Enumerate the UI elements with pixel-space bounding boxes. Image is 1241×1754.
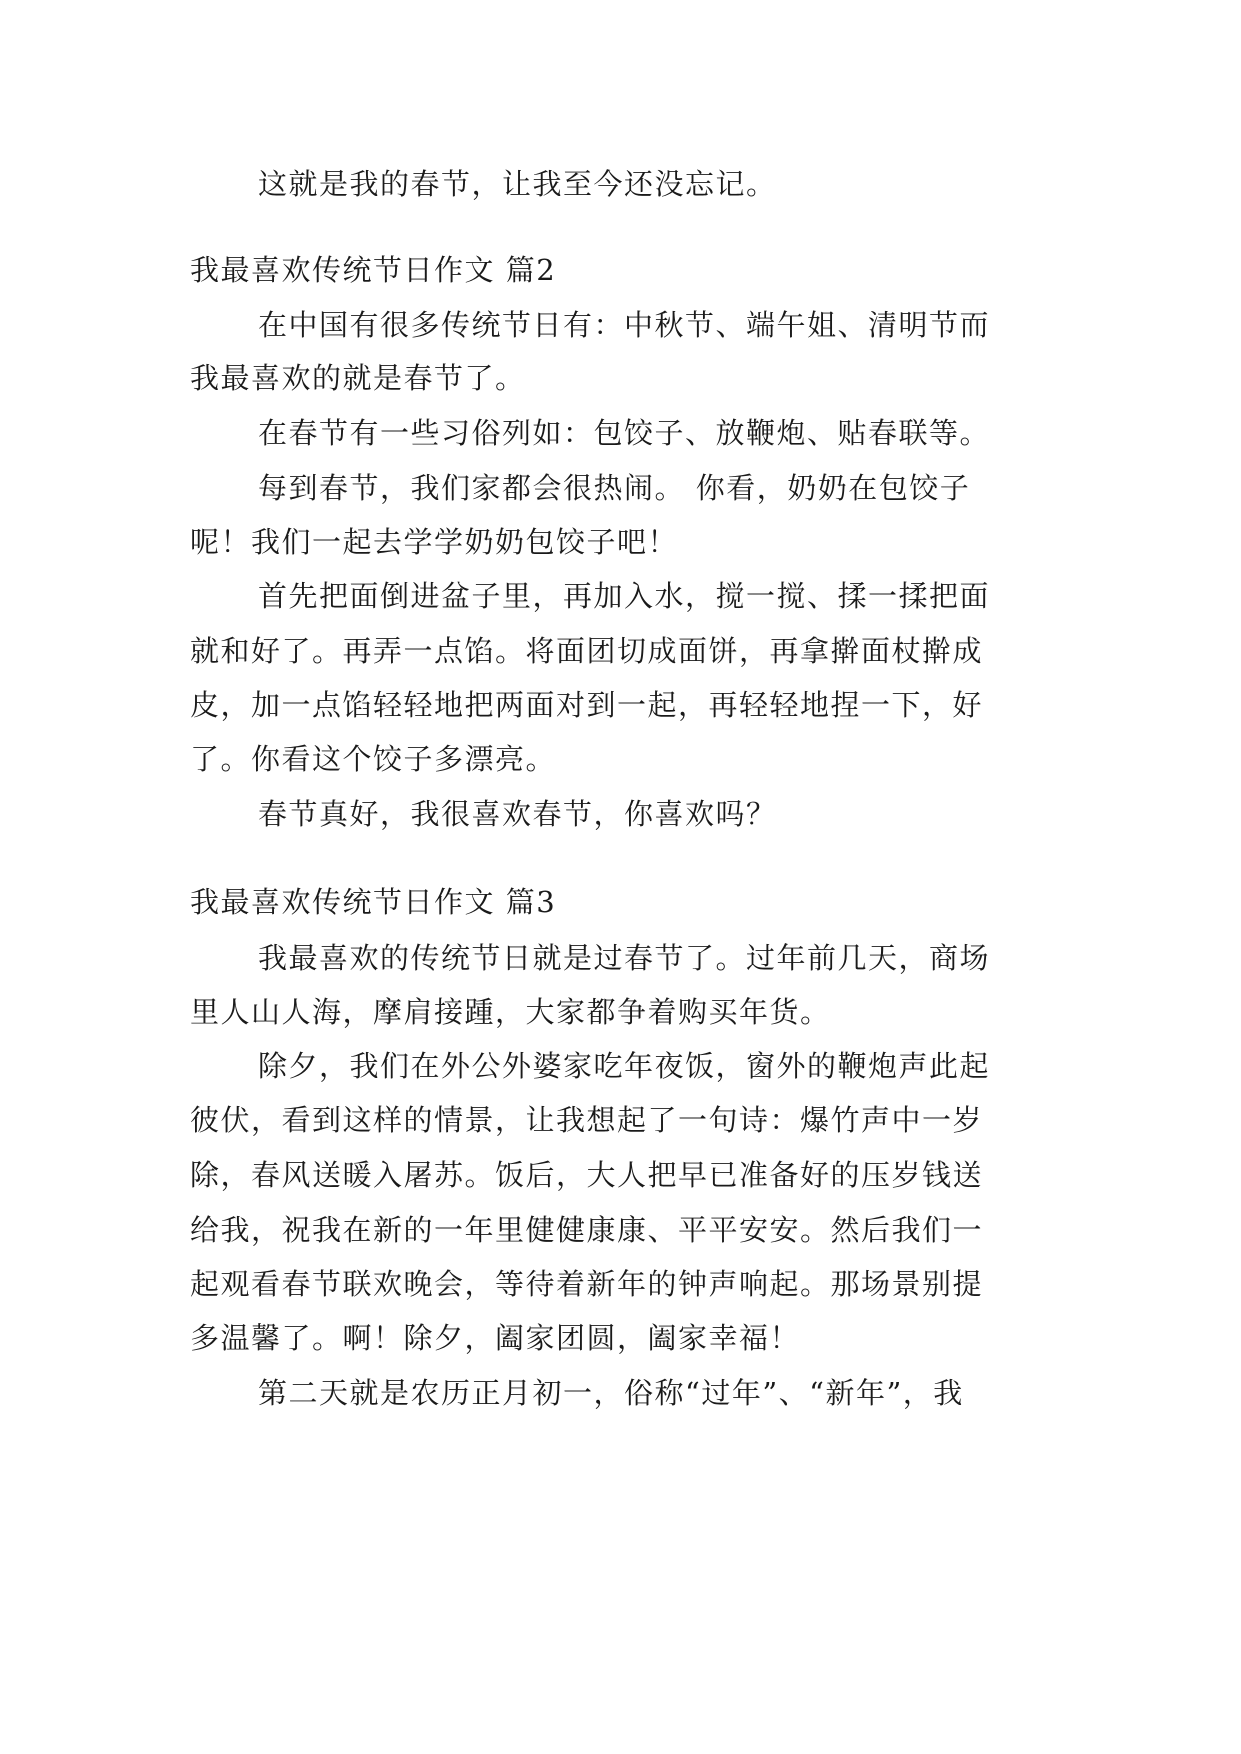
paragraph-line: 多温馨了。啊！除夕，阖家团圆，阖家幸福！ xyxy=(190,1321,801,1355)
paragraph-line: 我最喜欢的就是春节了。 xyxy=(190,361,526,395)
paragraph-line: 皮，加一点馅轻轻地把两面对到一起，再轻轻地捏一下，好 xyxy=(190,688,984,722)
section-heading: 我最喜欢传统节日作文 篇2 xyxy=(190,253,557,287)
paragraph-line: 里人山人海，摩肩接踵，大家都争着购买年货。 xyxy=(190,995,831,1029)
paragraph-line: 呢！我们一起去学学奶奶包饺子吧！ xyxy=(190,525,679,559)
paragraph-line: 首先把面倒进盆子里，再加入水，搅一搅、揉一揉把面 xyxy=(258,579,991,613)
paragraph-line: 这就是我的春节，让我至今还没忘记。 xyxy=(258,167,777,201)
paragraph-line: 给我，祝我在新的一年里健健康康、平平安安。然后我们一 xyxy=(190,1213,984,1247)
paragraph-line: 了。你看这个饺子多漂亮。 xyxy=(190,742,557,776)
paragraph-line: 彼伏，看到这样的情景，让我想起了一句诗：爆竹声中一岁 xyxy=(190,1103,984,1137)
paragraph-line: 在中国有很多传统节日有：中秋节、端午姐、清明节而 xyxy=(258,308,991,342)
paragraph-line: 每到春节，我们家都会很热闹。 你看，奶奶在包饺子 xyxy=(258,471,971,505)
section-heading: 我最喜欢传统节日作文 篇3 xyxy=(190,885,557,919)
paragraph-line: 起观看春节联欢晚会，等待着新年的钟声响起。那场景别提 xyxy=(190,1267,984,1301)
paragraph-line: 在春节有一些习俗列如：包饺子、放鞭炮、贴春联等。 xyxy=(258,416,991,450)
paragraph-line: 就和好了。再弄一点馅。将面团切成面饼，再拿擀面杖擀成 xyxy=(190,634,984,668)
paragraph-line: 除，春风送暖入屠苏。饭后，大人把早已准备好的压岁钱送 xyxy=(190,1158,984,1192)
paragraph-line: 我最喜欢的传统节日就是过春节了。过年前几天，商场 xyxy=(258,941,991,975)
paragraph-line: 第二天就是农历正月初一，俗称“过年”、“新年”，我 xyxy=(258,1376,964,1410)
paragraph-line: 春节真好，我很喜欢春节，你喜欢吗？ xyxy=(258,797,777,831)
paragraph-line: 除夕，我们在外公外婆家吃年夜饭，窗外的鞭炮声此起 xyxy=(258,1049,991,1083)
